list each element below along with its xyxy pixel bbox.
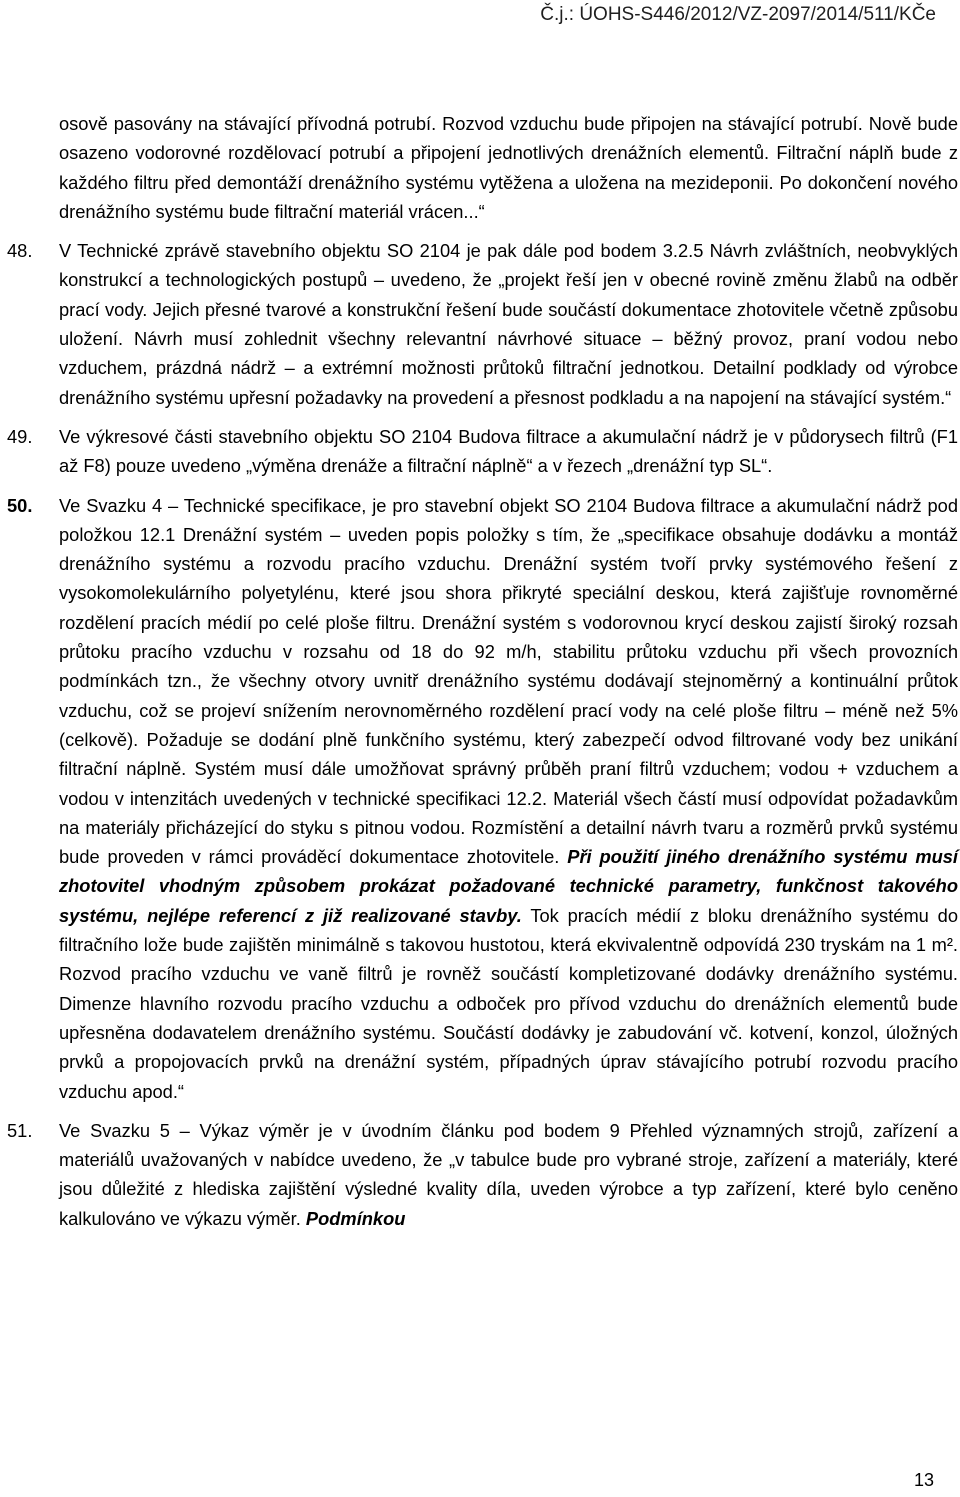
item-number: 49.	[7, 425, 33, 447]
emphasized-word: Podmínkou	[305, 1207, 406, 1229]
item-number: 51.	[7, 1119, 33, 1141]
item-text: Ve výkresové části stavebního objektu SO 2104 Budova filtrace a akumulační nádrž je v půdorysech filtrů (F1 až F8) pouze uvedeno „výměna drenáže a filtrační náplně“ a v řezech „drenážní typ SL“.	[59, 425, 958, 477]
item-text	[59, 1116, 958, 1233]
item-text-part: Ve Svazku 4 – Technické specifikace, je pro stavební objekt SO 2104 Budova filtrace a akumulační nádrž pod položkou 12.1 Drenážní systém – uveden popis položky s tím, že „specifikace obsahuje dodávku a montáž drenážního systému a rozvodu pracího vzduchu. Drenážní systém tvoří prvky systémového řešení z vysokomolekulárního polyetylénu, které jsou shora přikryté speciální deskou, která zajišťuje rovnoměrné rozdělení pracích médií po celé ploše filtru. Drenážní systém s vodorovnou krycí deskou zajistí široký rozsah průtoku pracího vzduchu v rozsahu od 18 do 92 m/h, stabilitu průtoku vzduchu při všech provozních podmínkách tzn., že všechny otvory uvnitř drenážního systému dodávají stejnoměrný a kontinuální průtok vzduchu, což se projeví snížením nerovnoměrného rozdělení prací vody na celé ploše filtru – méně než 5% (celkově). Požaduje se dodání plně funkčního systému, který zabezpečí odvod filtrované vody bez unikání filtrační náplně. Systém musí dále umožňovat správný průběh praní filtrů vzduchem; vodou + vzduchem a vodou v intenzitách uvedených v technické specifikaci 12.2. Materiál všech částí musí odpovídat požadavkům na materiály přicházející do styku s pitnou vodou. Rozmístění a detailní návrh tvaru a rozměrů prvků systému bude proveden v rámci prováděcí dokumentace zhotovitele.	[59, 494, 958, 868]
item-text-part: Ve Svazku 5 – Výkaz výměr je v úvodním článku pod bodem 9 Přehled významných strojů, zařízení a materiálů uvažovaných v nabídce uvedeno, že „v tabulce bude pro vybrané stroje, zařízení a materiály, které jsou důležité z hlediska zajištění výsledné kvality díla, uveden výrobce a typ zařízení, které bylo ceněno kalkulováno ve výkazu výměr.	[59, 1119, 958, 1229]
item-text: V Technické zprávě stavebního objektu SO 2104 je pak dále pod bodem 3.2.5 Návrh zvláštních, neobvyklých konstrukcí a technologických postupů – uvedeno, že „projekt řeší jen v obecné rovině změnu žlabů na odběr prací vody. Jejich přesné tvarové a konstrukční řešení bude součástí dokumentace zhotovitele včetně způsobu uložení. Návrh musí zohlednit všechny relevantní návrhové situace – běžný provoz, praní vodou nebo vzduchem, prázdná nádrž – a extrémní možnosti průtoků filtrační jednotkou. Detailní podklady od výrobce drenážního systému upřesní požadavky na provedení a přesnost podkladu a na napojení na stávající systém.“	[59, 240, 958, 408]
item-51	[7, 1116, 958, 1233]
document-reference: Č.j.: ÚOHS-S446/2012/VZ-2097/2014/511/KČe	[540, 4, 936, 25]
intro-paragraph: osově pasovány na stávající přívodná potrubí. Rozvod vzduchu bude připojen na stávající potrubí. Nově bude osazeno vodorovné rozdělovací potrubí a připojení jednotlivých drenážních elementů. Filtrační náplň bude z každého filtru před demontáží drenážního systému vytěžena a uložena na mezideponii. Po dokončení nového drenážního systému bude filtrační materiál vrácen...“	[59, 113, 958, 222]
page-number: 13	[913, 1470, 934, 1490]
item-50	[7, 491, 959, 1106]
item-48	[7, 236, 958, 412]
item-text	[59, 491, 958, 1106]
item-number: 48.	[7, 240, 33, 262]
item-text-part: Tok pracích médií z bloku drenážního systému do filtračního lože bude zajištěn minimálně s takovou hustotou, která ekvivalentně odpovídá 230 tryskám na 1 m². Rozvod pracího vzduchu ve vaně filtrů je rovněž součástí kompletizované dodávky drenážního systému. Dimenze hlavního rozvodu pracího vzduchu a odboček pro přívod vzduchu do drenážních elementů bude upřesněna dodavatelem drenážního systému. Součástí dodávky je zabudování vč. kotvení, konzol, úložných prvků a propojovacích prvků na drenážní systém, případných úprav stávajícího potrubí rozvodu pracího vzduchu apod.“	[59, 904, 959, 1102]
document-body	[7, 109, 959, 1233]
item-number: 50.	[7, 494, 33, 516]
emphasized-requirement: Při použití jiného drenážního systému musí zhotovitel vhodným způsobem prokázat požadované technické parametry, funkčnost takového systému, nejlépe referencí z již realizované stavby.	[59, 846, 958, 926]
item-49	[7, 422, 958, 481]
